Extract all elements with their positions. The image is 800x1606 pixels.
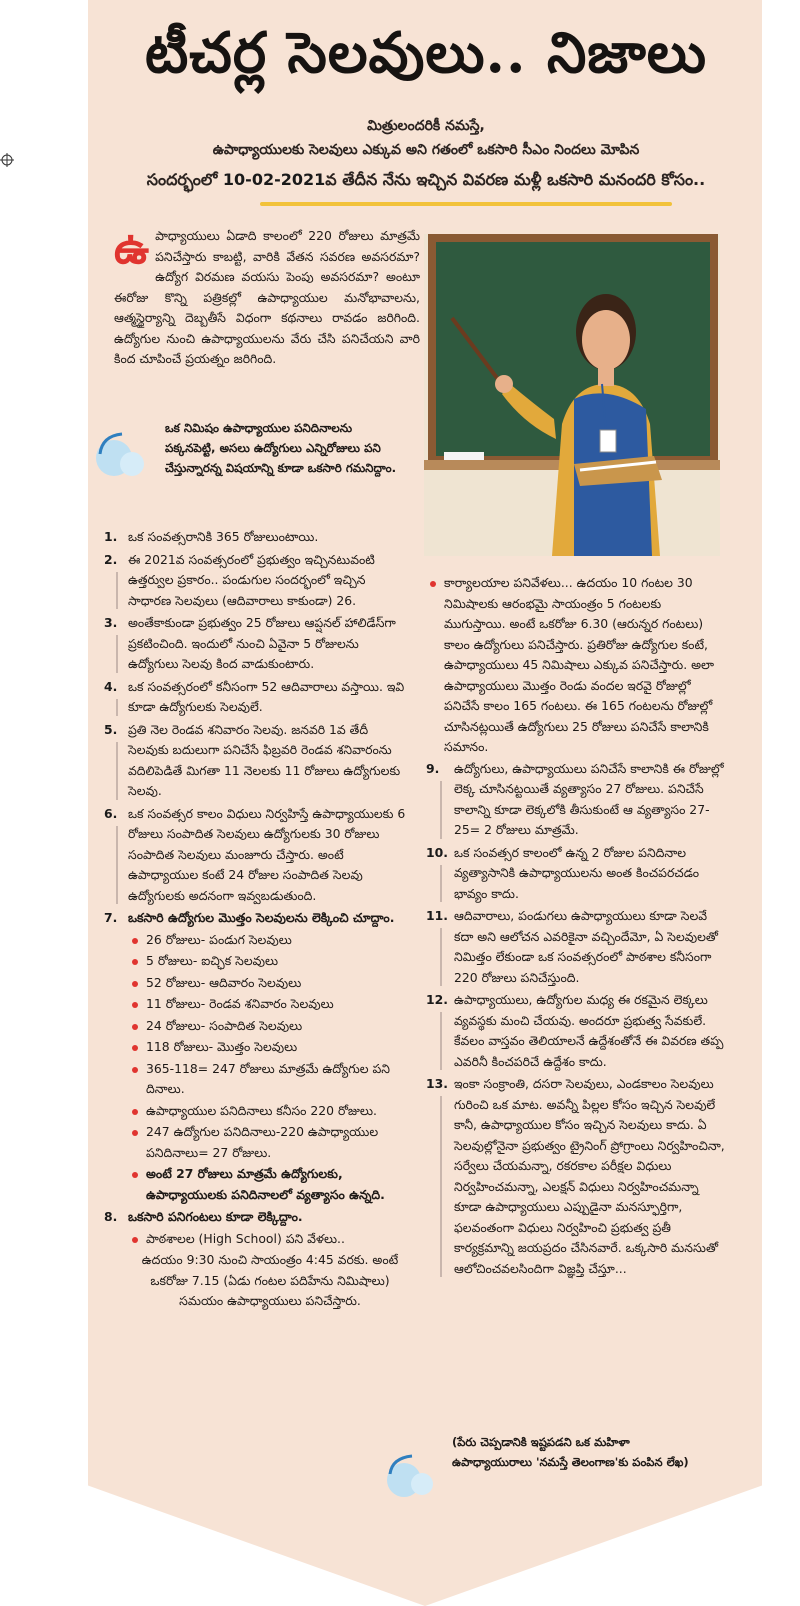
item-text: ఇంకా సంక్రాంతి, దసరా సెలవులు, ఎండకాలం సెలవులు గురించి ఒక మాట. అవన్నీ పిల్లల కోసం ఇచ్చిన సెలవులే కానీ, ఉపాధ్యాయుల కోసం ఇచ్చిన సెలవులు కాదు. ఏ సెలవుల్లోనైనా ప్రభుత్వం ట్రైనింగ్ ప్రోగ్రాంలు నిర్వహించినా, సర్వేలు చేయమన్నా, రకరకాల పరీక్షల విధులు నిర్వహించమన్నా, ఎలక్షన్ విధులు నిర్వహించమన్నా కూడా ఉపాధ్యాయులు ఎప్పుడైనా మనస్ఫూర్తిగా, ఫలవంతంగా విధులు నిర్వహించి ప్రభుత్వ ప్రతీ కార్యక్రమాన్ని జయప్రదం చేసినవారే. ఒక్కసారి మనసుతో ఆలోచించవలసిందిగా విజ్ఞప్తి చేస్తూ... xyxy=(454,1076,725,1276)
item-text: ఉదయం 9:30 నుంచి సాయంత్రం 4:45 వరకు. అంటే ఒకరోజు 7.15 (ఏడు గంటల పదిహేను నిమిషాలు) సమయం ఉపాధ్యాయులు పనిచేస్తారు. xyxy=(141,1252,399,1308)
intro-prefix: సందర్భంలో xyxy=(146,170,218,189)
bullet-item: 365-118= 247 రోజులు మాత్రమే ఉద్యోగుల పని దినాలు. xyxy=(128,1059,412,1100)
item-rule xyxy=(440,1012,442,1070)
item-text: ఒక సంవత్సరంలో కనీసంగా 52 ఆదివారాలు వస్తాయి. ఇవి కూడా ఉద్యోగులకు సెలవులే. xyxy=(128,678,405,714)
list-item xyxy=(104,613,412,675)
bullet-item: 5 రోజులు- ఐచ్ఛిక సెలవులు xyxy=(128,951,412,972)
item-heading: ఒకసారి ఉద్యోగుల మొత్తం సెలవులను లెక్కించి చూద్దాం. xyxy=(128,910,395,925)
bullet-item: 247 ఉద్యోగుల పనిదినాలు-220 ఉపాధ్యాయుల పనిదినాలు= 27 రోజులు. xyxy=(128,1122,412,1163)
bullet-item: ఉపాధ్యాయుల పనిదినాలు కనీసం 220 రోజులు. xyxy=(128,1101,412,1122)
list-item xyxy=(104,720,412,802)
list-item-7 xyxy=(104,908,412,1205)
item-text: ఆదివారాలు, పండుగలు ఉపాధ్యాయులు కూడా సెలవే కదా అని ఆలోచన ఎవరికైనా వచ్చిందేమో, ఏ సెలవులతో నిమిత్తం లేకుండా ఒక సంవత్సరంలో పాఠశాల కనీసంగా 220 రోజులు పనిచేస్తుంది. xyxy=(454,908,718,985)
item-rule xyxy=(116,742,118,800)
item-number: 4. xyxy=(104,678,118,694)
intro-date: 10-02-2021 xyxy=(222,170,326,189)
list-item xyxy=(104,550,412,612)
item-text: ఒక సంవత్సరానికి 365 రోజులుంటాయి. xyxy=(128,529,319,544)
item-number: 5. xyxy=(104,721,118,737)
letter-credit: (పేరు చెప్పడానికి ఇష్టపడని ఒక మహిళా ఉపాధ్యాయురాలు 'నమస్తే తెలంగాణ'కు పంపిన లేఖ) xyxy=(452,1435,689,1469)
item-number: 7. xyxy=(104,910,118,925)
item-text: ఉద్యోగులు, ఉపాధ్యాయులు పనిచేసే కాలానికి ఈ రోజుల్లో లెక్క చూసినట్టయితే వ్యత్యాసం 27 రోజులు. పనిచేసే కాలాన్ని కూడా లెక్కలోకి తీసుకుంటే ఆ వ్యత్యాసం 27-25= 2 రోజులు మాత్రమే. xyxy=(454,760,724,837)
item-text: ఒక సంవత్సర కాలంలో ఉన్న 2 రోజుల పనిదినాల వ్యత్యాసానికి ఉపాధ్యాయులను అంత కించపరచడం భావ్యం కాదు. xyxy=(454,844,699,901)
list-item xyxy=(104,527,412,548)
list-item xyxy=(104,804,412,907)
intro-line: ఉపాధ్యాయులకు సెలవులు ఎక్కువ అని గతంలో ఒకసారి సీఎం నిందలు మోపిన xyxy=(212,142,640,158)
item-text: ఒక సంవత్సర కాలం విధులు నిర్వహిస్తే ఉపాధ్యాయులకు 6 రోజులు సంపాదిత సెలవులు ఉద్యోగులకు 30 రోజులు సంపాదిత సెలవులు మంజూరు చేస్తారు. అంటే ఉపాధ్యాయుల కంటే 24 రోజుల సంపాదిత సెలవు ఉద్యోగులకు అదనంగా ఇవ్వబడుతుంది. xyxy=(128,805,406,903)
item-rule xyxy=(116,635,118,673)
item-number: 13. xyxy=(426,1076,448,1091)
item-number: 3. xyxy=(104,615,118,630)
item-number: 12. xyxy=(426,992,448,1007)
item-number: 1. xyxy=(104,529,118,544)
item-rule xyxy=(116,699,118,716)
item-number: 6. xyxy=(104,805,118,821)
office-hours-bullet: కార్యాలయాల పనివేళలు... ఉదయం 10 గంటల 30 నిమిషాలకు ఆరంభమై సాయంత్రం 5 గంటలకు ముగుస్తాయి. అంటే ఒకరోజు 6.30 (ఆరున్నర గంటలు) కాలం ఉద్యోగులు పనిచేస్తారు. ప్రతిరోజు ఉద్యోగుల కంటే, ఉపాధ్యాయులు 45 నిమిషాలు ఎక్కువ పనిచేస్తారు. అలా ఉపాధ్యాయులు మొత్తం రెండు వందల ఇరవై రోజుల్లో పనిచేసే కాలం 165 గంటలు. ఈ 165 గంటలను రోజుల్లో చూసినట్లయితే ఉద్యోగులు 25 రోజులు పనిచేసే కాలానికి సమానం. xyxy=(426,573,726,758)
intro-greeting: మిత్రులందరికీ నమస్తే, xyxy=(367,118,485,134)
callout-note: ఒక నిమిషం ఉపాధ్యాయుల పనిదినాలను పక్కనపెట్టి, అసలు ఉద్యోగులు ఎన్నిరోజులు పని చేస్తున్నారన్న విషయాన్ని కూడా ఒకసారి గమనిద్దాం. xyxy=(165,421,397,475)
right-column-list xyxy=(426,572,726,1281)
lead-paragraph xyxy=(114,223,420,370)
item-heading: ఒకసారి పనిగంటలు కూడా లెక్కిద్దాం. xyxy=(128,1209,303,1224)
intro-suffix: వ తేదీన నేను ఇచ్చిన వివరణ మళ్లీ ఒకసారి మనందరి కోసం.. xyxy=(325,170,706,189)
item-rule xyxy=(440,928,442,986)
bullet-item: 11 రోజులు- రెండవ శనివారం సెలవులు xyxy=(128,994,412,1015)
item-number: 2. xyxy=(104,551,118,567)
highlight-underline xyxy=(260,202,672,206)
item-rule xyxy=(116,572,118,610)
bullet-item: 52 రోజులు- ఆదివారం సెలవులు xyxy=(128,973,412,994)
item-rule xyxy=(440,865,442,903)
list-item xyxy=(426,759,726,841)
item-rule xyxy=(440,781,442,839)
item-number: 10. xyxy=(426,844,448,860)
item-text: ప్రతి నెల రెండవ శనివారం సెలవు. జనవరి 1వ తేదీ సెలవుకు బదులుగా పనిచేసే ఫిబ్రవరి రెండవ శనివారంను వదిలిపెడితే మిగతా 11 నెలలకు 11 రోజులు ఉద్యోగులకు సెలవు. xyxy=(128,721,401,798)
bullet-item: 118 రోజులు- మొత్తం సెలవులు xyxy=(128,1037,412,1058)
item-text: ఈ 2021వ సంవత్సరంలో ప్రభుత్వం ఇచ్చినటువంటి ఉత్తర్వుల ప్రకారం.. పండుగుల సందర్భంలో ఇచ్చిన సాధారణ సెలవులు (ఆదివారాలు కాకుండా) 26. xyxy=(128,551,375,608)
item-number: 8. xyxy=(104,1209,118,1224)
item-number: 11. xyxy=(426,908,448,923)
right-items xyxy=(426,759,726,1280)
item-rule xyxy=(116,826,118,905)
list-item xyxy=(104,677,412,718)
crosshair-icon xyxy=(0,153,14,167)
thought-bubble-icon xyxy=(92,426,156,484)
intro-date-line xyxy=(96,170,756,193)
item-rule xyxy=(440,1096,442,1277)
list-item xyxy=(426,1074,726,1279)
item-text: ఉపాధ్యాయులు, ఉద్యోగుల మధ్య ఈ రకమైన లెక్కలు వ్యవస్థకు మంచి చేయవు. అందరూ ప్రభుత్వ సేవకులే. కేవలం వాస్తవం తెలియాలనే ఉద్దేశంతోనే ఈ వివరణ తప్ప ఎవరినీ కించపరిచే ఉద్దేశం కాదు. xyxy=(454,992,724,1069)
thought-bubble-icon xyxy=(382,1448,442,1504)
headline: టీచర్ల సెలవులు.. నిజాలు xyxy=(145,20,707,86)
bullet-item: పాఠశాలల (High School) పని వేళలు.. xyxy=(128,1229,412,1250)
bullet-item: 26 రోజులు- పండుగ సెలవులు xyxy=(128,930,412,951)
drop-cap: ఉ xyxy=(114,223,150,274)
list-item xyxy=(426,906,726,988)
bullet-item-bold: అంటే 27 రోజులు మాత్రమే ఉద్యోగులకు, ఉపాధ్యాయులకు పనిదినాలలో వ్యత్యాసం ఉన్నది. xyxy=(128,1164,412,1205)
lead-text: పాధ్యాయులు ఏడాది కాలంలో 220 రోజులు మాత్రమే పనిచేస్తారు కాబట్టి, వారికి వేతన సవరణ అవసరమా? ఉద్యోగ విరమణ వయసు పెంపు అవసరమా? అంటూ ఈరోజు కొన్ని పత్రికల్లో ఉపాధ్యాయుల మనోభావాలను, ఆత్మస్థైర్యాన్ని దెబ్బతీసే విధంగా కథనాలు రావడం జరిగింది. ఉద్యోగుల నుంచి ఉపాధ్యాయులను వేరు చేసి పనిచేయని వారి కింద చూపించే ప్రయత్నం జరిగింది. xyxy=(114,228,420,366)
teacher-illustration xyxy=(424,234,720,556)
item-text: అంతేకాకుండా ప్రభుత్వం 25 రోజులు ఆప్షనల్ హాలిడేస్‌గా ప్రకటించింది. ఇందులో నుంచి ఏవైనా 5 రోజులను ఉద్యోగులు సెలవు కింద వాడుకుంటారు. xyxy=(128,615,396,671)
list-item xyxy=(426,843,726,905)
left-column-list xyxy=(104,527,412,1314)
item-number: 9. xyxy=(426,760,440,776)
list-item-8 xyxy=(104,1207,412,1312)
list-item xyxy=(426,990,726,1072)
bullet-item: 24 రోజులు- సంపాదిత సెలవులు xyxy=(128,1016,412,1037)
